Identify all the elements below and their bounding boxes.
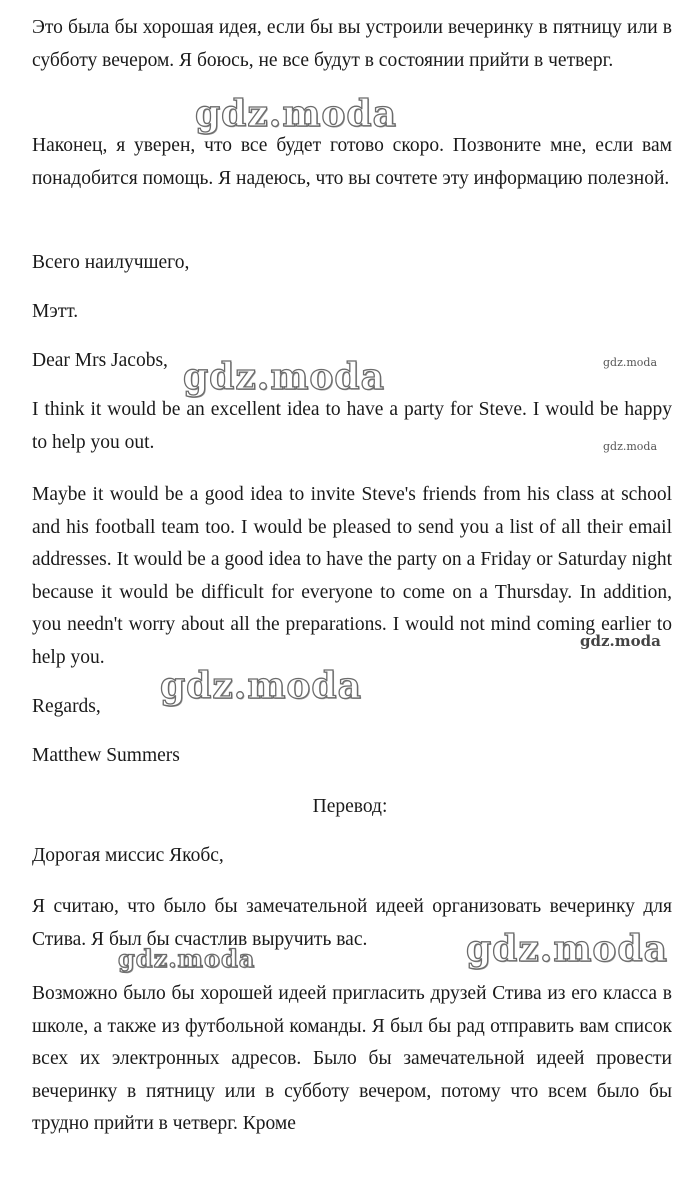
letter-paragraph-1: I think it would be an excellent idea to have a party for Steve. I would be happy to help you out. (32, 399, 672, 453)
translation-heading: Перевод: (312, 796, 388, 817)
letter-paragraph-2: Maybe it would be a good idea to invite Steve's friends from his class at school and his football team too. I would be pleased to send you a list of all their email addresses. It would be a good idea to have the party on a Friday or Saturday night because it would be difficult for everyone to come on a Thursday. In addition, you needn't worry about all the preparations. I would not mind coming earlier to help you. (32, 484, 672, 668)
watermark-logo: gdz.moda (118, 944, 256, 973)
watermark-small: gdz.moda (603, 356, 658, 369)
letter-closing: Regards, (32, 696, 101, 717)
russian-sign-name: Мэтт. (32, 301, 79, 322)
watermark-small: gdz.moda (580, 632, 661, 650)
russian-paragraph-1: Это была бы хорошая идея, если бы вы устроили вечеринку в пятницу или в субботу вечером. Я боюсь, не все будут в состоянии прийти в четверг. (32, 17, 672, 71)
russian-sign-greeting: Всего наилучшего, (32, 252, 190, 273)
translation-paragraph-2: Возможно было бы хорошей идеей пригласить друзей Стива из его класса в школе, а также из футбольной команды. Я был бы рад отправить вам список всех их электронных адресов. Было бы замечательной идеей провести вечеринку в пятницу или в субботу вечером, потому что всем было бы трудно прийти в четверг. Кроме (32, 983, 672, 1134)
watermark-logo: gdz.moda (160, 665, 362, 707)
letter-greeting: Dear Mrs Jacobs, (32, 350, 168, 371)
letter-signature-name: Matthew Summers (32, 745, 180, 766)
translation-paragraph-1: Я считаю, что было бы замечательной идеей организовать вечеринку для Стива. Я был бы счастлив выручить вас. (32, 896, 672, 950)
watermark-logo: gdz.moda (183, 356, 385, 398)
translation-greeting: Дорогая миссис Якобс, (32, 845, 224, 866)
watermark-logo: gdz.moda (195, 93, 397, 135)
russian-paragraph-2: Наконец, я уверен, что все будет готово скоро. Позвоните мне, если вам понадобится помощь. Я надеюсь, что вы сочтете эту информацию полезной. (32, 135, 672, 189)
watermark-small: gdz.moda (603, 440, 658, 453)
watermark-logo: gdz.moda (466, 928, 668, 970)
